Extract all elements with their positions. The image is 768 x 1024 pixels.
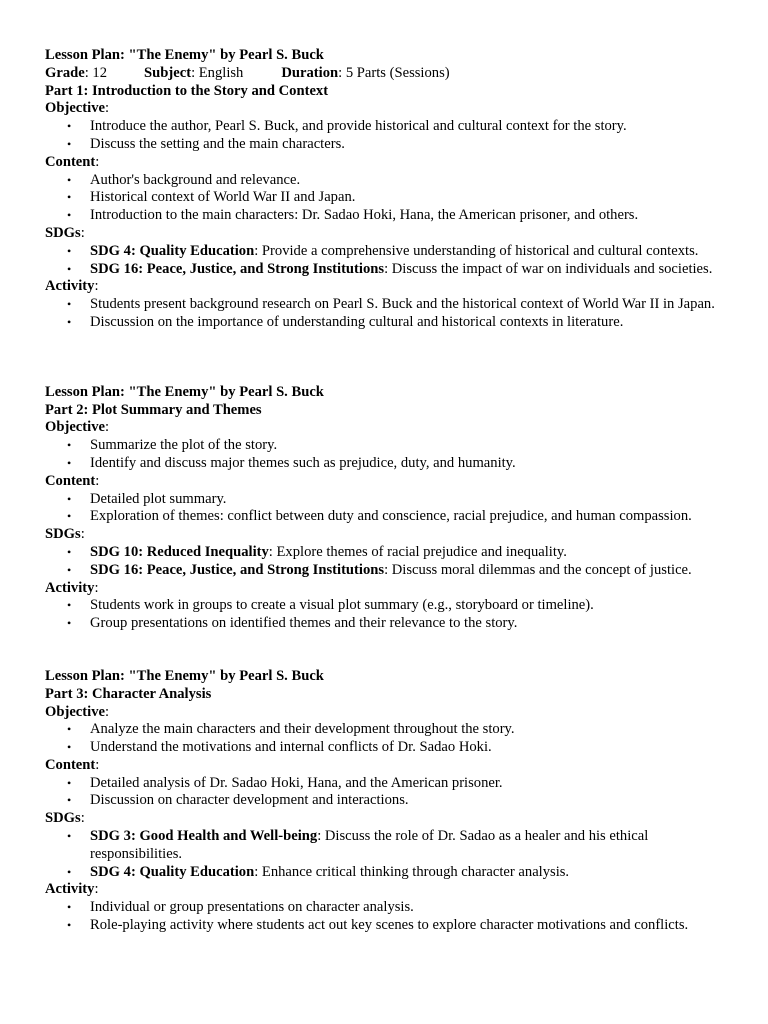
list-item: • Detailed analysis of Dr. Sadao Hoki, Hana, and the American prisoner. <box>67 774 503 791</box>
activity-heading: Activity: <box>45 881 99 898</box>
sdgs-heading: SDGs: <box>45 224 85 241</box>
list-item: • Understand the motivations and internal conflicts of Dr. Sadao Hoki. <box>67 739 492 756</box>
duration-label: Duration <box>281 64 339 81</box>
duration-value: : 5 Parts (Sessions) <box>338 64 450 81</box>
activity-list <box>45 899 735 935</box>
content-heading: Content: <box>45 472 100 489</box>
sdgs-heading: SDGs: <box>45 526 85 543</box>
lesson-section-part-1 <box>45 47 735 332</box>
list-item: • Author's background and relevance. <box>67 171 301 188</box>
grade-label: Grade <box>45 64 85 81</box>
list-item: • Exploration of themes: conflict between duty and conscience, racial prejudice, and human compassion. <box>67 508 692 525</box>
list-item: • SDG 3: Good Health and Well-being: Discuss the role of Dr. Sadao as a healer and his ethical responsibilities. <box>67 828 649 862</box>
part-heading: Part 1: Introduction to the Story and Context <box>45 82 329 99</box>
sdgs-list <box>45 243 735 279</box>
activity-heading: Activity: <box>45 579 99 596</box>
objective-heading: Objective: <box>45 419 110 436</box>
list-item: • Students work in groups to create a visual plot summary (e.g., storyboard or timeline). <box>67 597 594 614</box>
objective-heading: Objective: <box>45 100 110 117</box>
list-item: • SDG 4: Quality Education: Enhance critical thinking through character analysis. <box>67 863 570 880</box>
lesson-meta-row <box>45 65 735 83</box>
activity-heading: Activity: <box>45 278 99 295</box>
list-item: • Discussion on the importance of understanding cultural and historical contexts in literature. <box>67 313 624 330</box>
list-item: • SDG 16: Peace, Justice, and Strong Institutions: Discuss moral dilemmas and the concept of justice. <box>67 561 692 578</box>
list-item: • Group presentations on identified themes and their relevance to the story. <box>67 615 518 632</box>
list-item: • Detailed plot summary. <box>67 490 227 507</box>
activity-list <box>45 597 735 633</box>
objective-list <box>45 437 735 473</box>
list-item: • Role-playing activity where students act out key scenes to explore character motivations and conflicts. <box>67 917 689 934</box>
part-heading: Part 3: Character Analysis <box>45 685 212 702</box>
grade-value: : 12 <box>84 64 108 81</box>
list-item: • Historical context of World War II and Japan. <box>67 189 356 206</box>
list-item: • Individual or group presentations on character analysis. <box>67 899 414 916</box>
list-item: • SDG 10: Reduced Inequality: Explore themes of racial prejudice and inequality. <box>67 543 567 560</box>
lesson-title: Lesson Plan: "The Enemy" by Pearl S. Buck <box>45 383 324 400</box>
part-heading: Part 2: Plot Summary and Themes <box>45 401 262 418</box>
list-item: • Discuss the setting and the main characters. <box>67 135 345 152</box>
objective-list <box>45 721 735 757</box>
lesson-title: Lesson Plan: "The Enemy" by Pearl S. Buck <box>45 667 324 684</box>
content-heading: Content: <box>45 153 100 170</box>
activity-list <box>45 296 735 332</box>
sdgs-heading: SDGs: <box>45 810 85 827</box>
lesson-section-part-3 <box>45 668 735 935</box>
sdgs-list <box>45 828 735 881</box>
list-item: • Introduction to the main characters: Dr. Sadao Hoki, Hana, the American prisoner, and others. <box>67 207 639 224</box>
list-item: • Discussion on character development and interactions. <box>67 792 409 809</box>
list-item: • Analyze the main characters and their development throughout the story. <box>67 721 515 738</box>
content-heading: Content: <box>45 756 100 773</box>
list-item: • Introduce the author, Pearl S. Buck, and provide historical and cultural context for the story. <box>67 118 627 135</box>
list-item: • Summarize the plot of the story. <box>67 437 278 454</box>
list-item: • SDG 4: Quality Education: Provide a comprehensive understanding of historical and cultural contexts. <box>67 242 699 259</box>
content-list <box>45 491 735 527</box>
sdgs-list <box>45 544 735 580</box>
content-list <box>45 775 735 811</box>
lesson-section-part-2 <box>45 384 735 633</box>
subject-label: Subject <box>144 64 192 81</box>
lesson-title: Lesson Plan: "The Enemy" by Pearl S. Buck <box>45 47 324 63</box>
document-page <box>45 47 735 935</box>
objective-list <box>45 118 735 154</box>
list-item: • Students present background research on Pearl S. Buck and the historical context of World War II in Japan. <box>67 296 715 313</box>
list-item: • SDG 16: Peace, Justice, and Strong Institutions: Discuss the impact of war on individuals and societies. <box>67 260 713 277</box>
list-item: • Identify and discuss major themes such as prejudice, duty, and humanity. <box>67 454 516 471</box>
objective-heading: Objective: <box>45 703 110 720</box>
content-list <box>45 172 735 225</box>
subject-value: : English <box>191 64 244 81</box>
